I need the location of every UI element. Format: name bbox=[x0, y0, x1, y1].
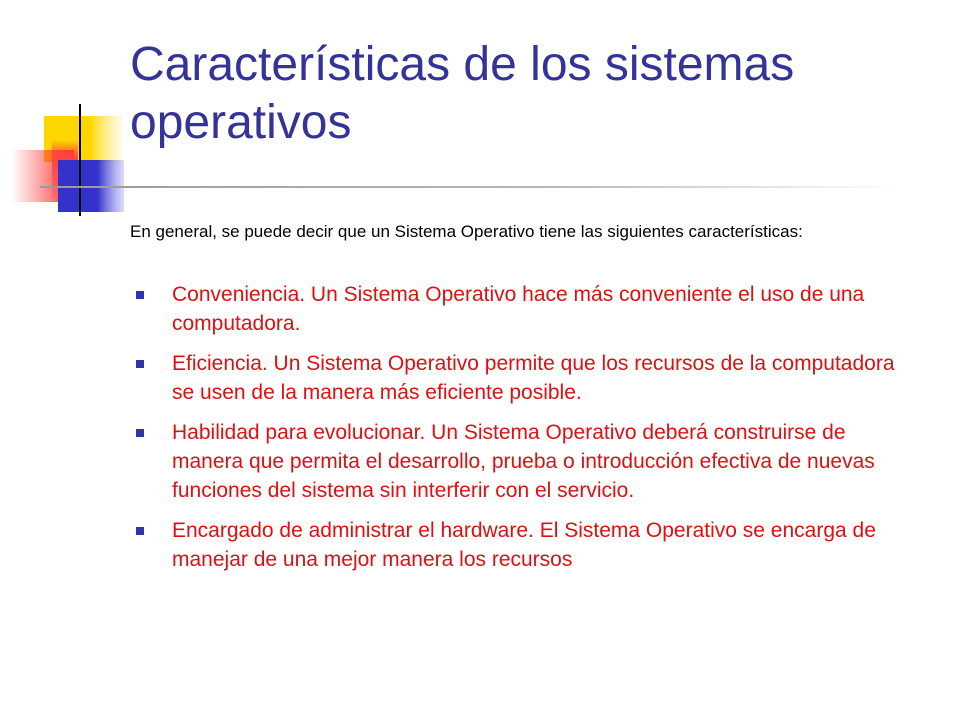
intro-text: En general, se puede decir que un Sistema Operativo tiene las siguientes características: bbox=[130, 222, 803, 241]
square-bullet-icon bbox=[136, 291, 144, 299]
list-item bbox=[130, 349, 920, 407]
characteristics-list bbox=[130, 280, 920, 585]
list-item bbox=[130, 280, 920, 338]
list-item-text: Eficiencia. Un Sistema Operativo permite que los recursos de la computadora se usen de la manera más eficiente posible. bbox=[172, 352, 895, 404]
list-item bbox=[130, 516, 920, 574]
slide-title: Características de los sistemas operativos bbox=[130, 38, 795, 149]
list-item-text: Habilidad para evolucionar. Un Sistema Operativo deberá construirse de manera que permita el desarrollo, prueba o introducción efectiva de nuevas funciones del sistema sin interferir con el servicio. bbox=[172, 421, 875, 502]
square-bullet-icon bbox=[136, 527, 144, 535]
list-item bbox=[130, 418, 920, 505]
list-item-text: Encargado de administrar el hardware. El Sistema Operativo se encarga de manejar de una mejor manera los recursos bbox=[172, 519, 876, 571]
decorative-squares-graphic bbox=[0, 0, 140, 230]
list-item-text: Conveniencia. Un Sistema Operativo hace más conveniente el uso de una computadora. bbox=[172, 283, 865, 335]
square-bullet-icon bbox=[136, 429, 144, 437]
square-bullet-icon bbox=[136, 360, 144, 368]
title-divider bbox=[40, 186, 900, 188]
